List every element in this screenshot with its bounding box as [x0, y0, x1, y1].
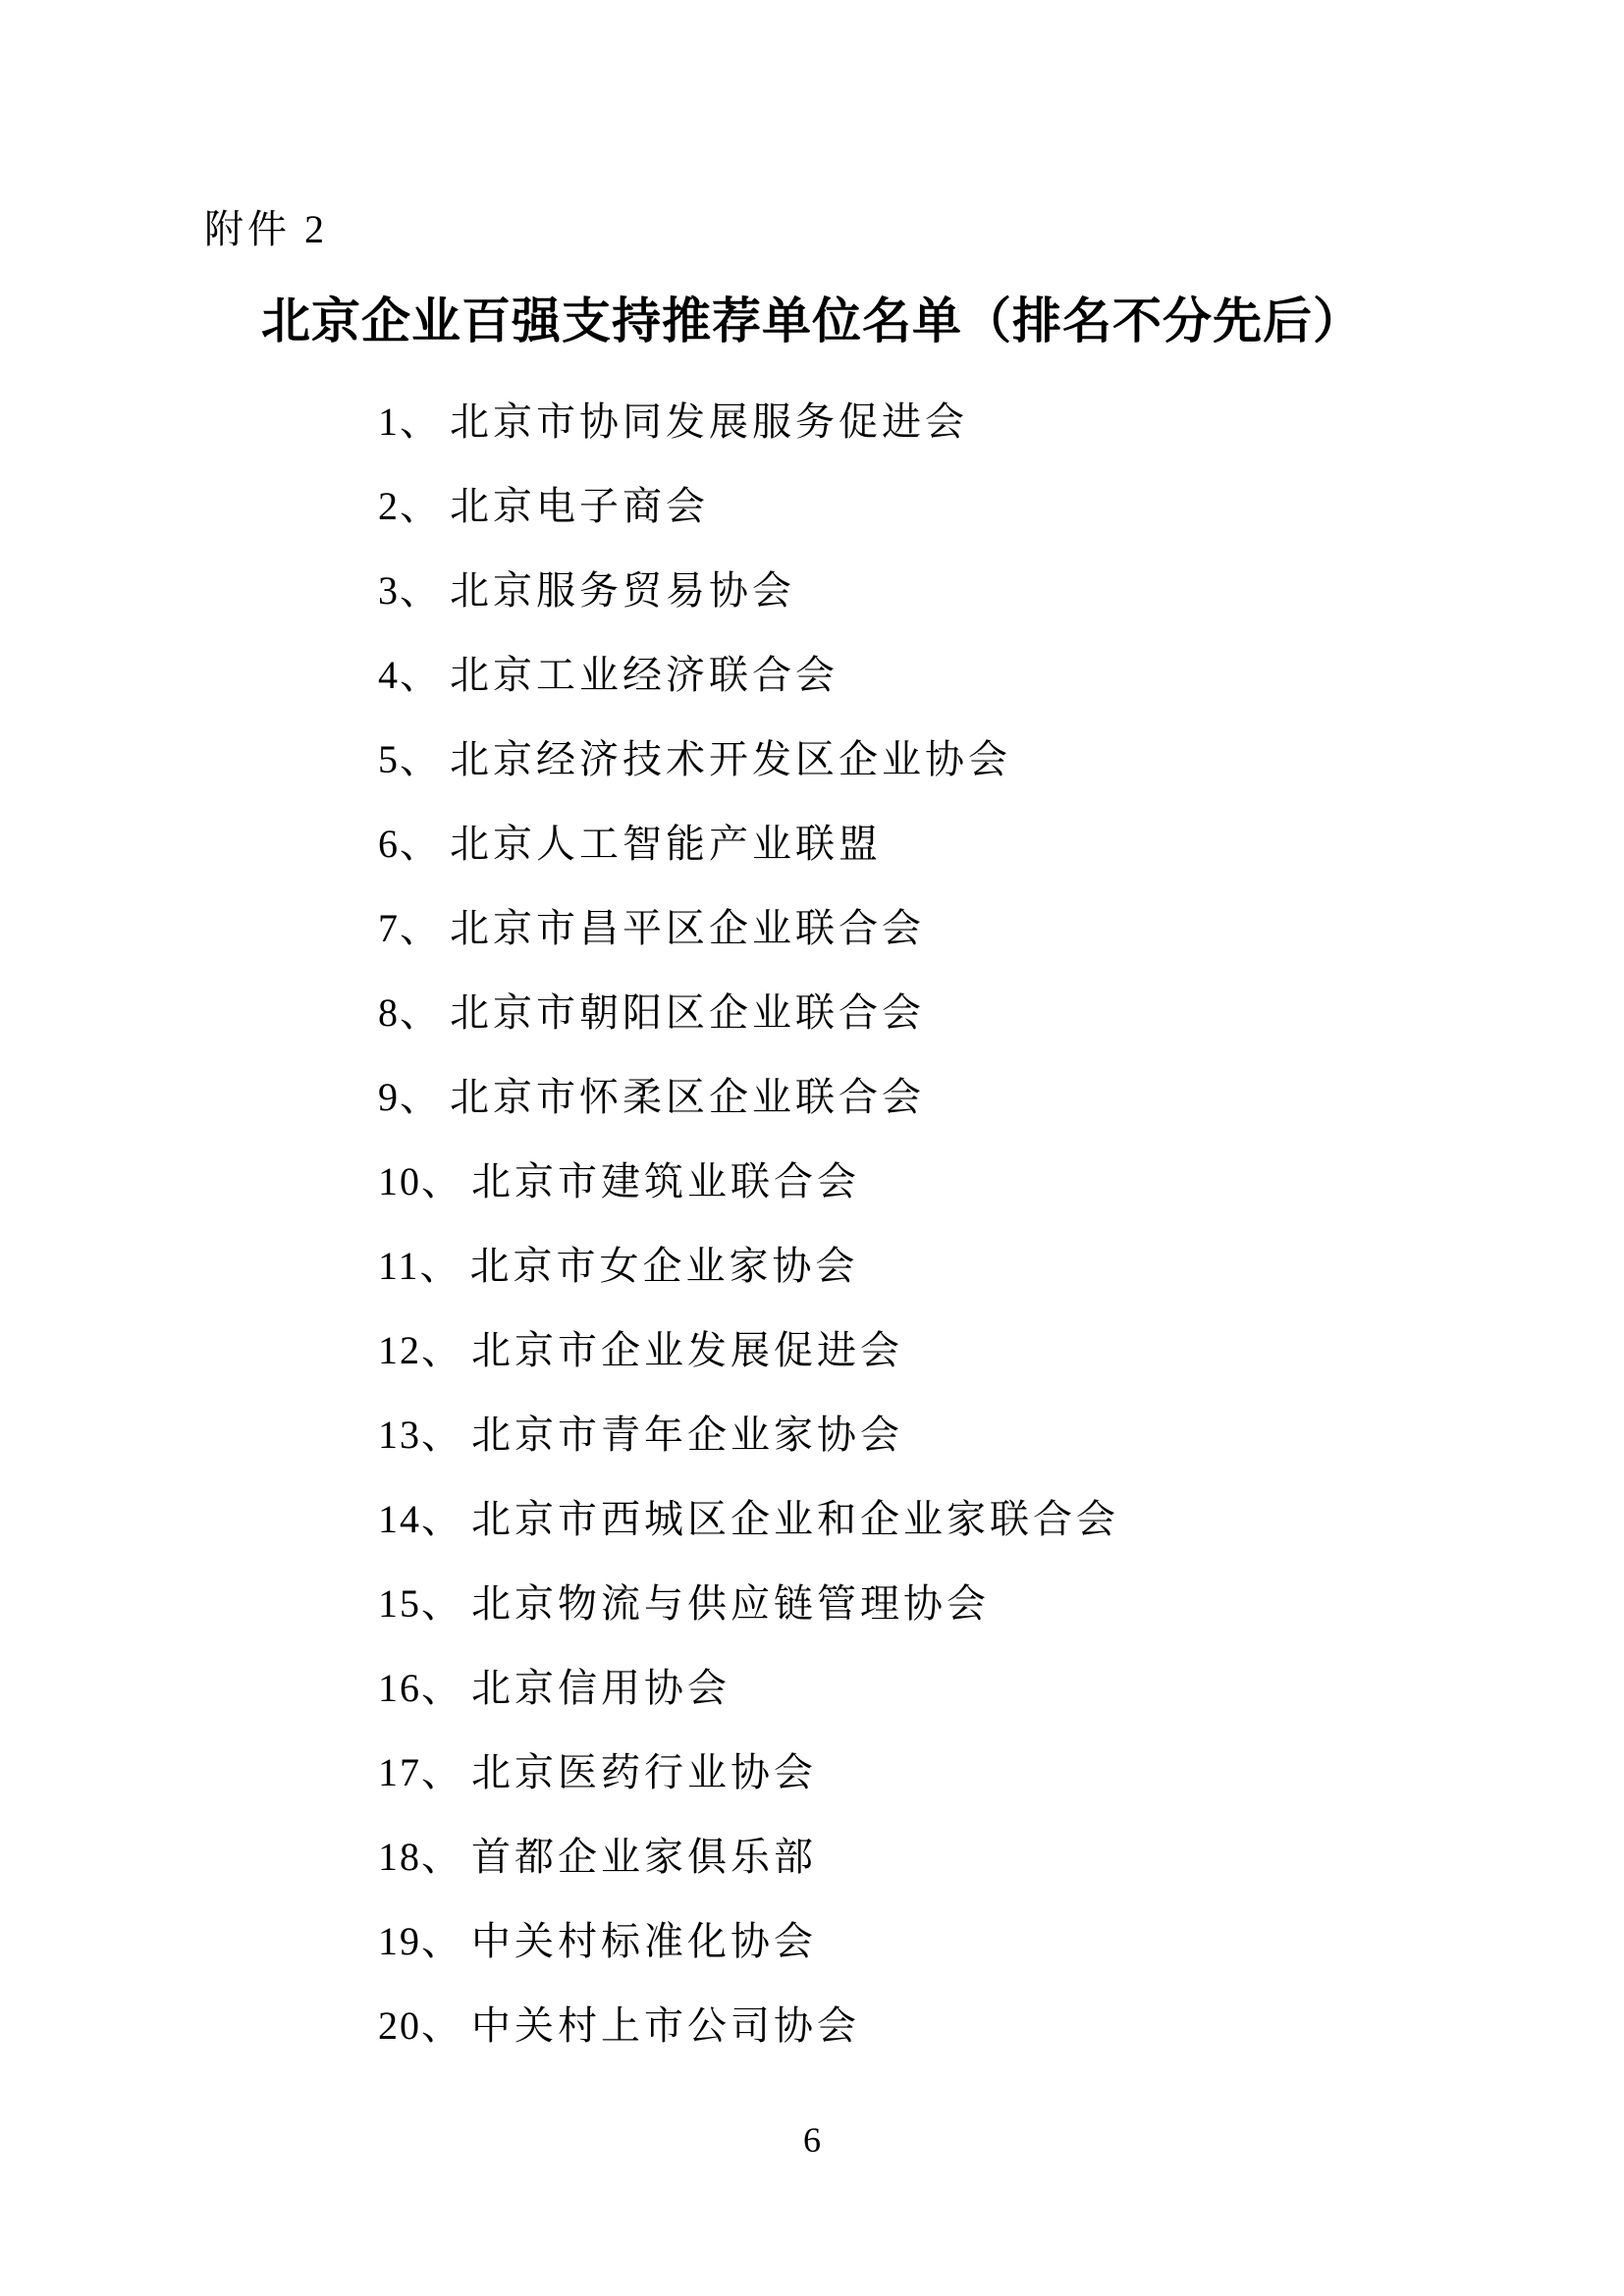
item-number: 16、 — [378, 1666, 462, 1710]
item-name: 北京市建筑业联合会 — [471, 1159, 860, 1203]
item-number: 18、 — [378, 1835, 462, 1879]
list-item — [378, 1919, 1119, 1963]
item-number: 11、 — [378, 1244, 461, 1288]
item-number: 9、 — [378, 1075, 441, 1119]
list-item — [378, 737, 1119, 781]
item-name: 北京市青年企业家协会 — [471, 1413, 903, 1457]
item-number: 3、 — [378, 568, 441, 613]
list-item — [378, 1075, 1119, 1119]
item-name: 北京物流与供应链管理协会 — [471, 1581, 990, 1626]
item-name: 北京电子商会 — [450, 484, 709, 528]
item-name: 北京市怀柔区企业联合会 — [450, 1075, 925, 1119]
item-name: 首都企业家俱乐部 — [471, 1835, 817, 1879]
list-item — [378, 1750, 1119, 1794]
item-name: 北京市西城区企业和企业家联合会 — [471, 1497, 1119, 1541]
list-item — [378, 990, 1119, 1035]
list-item — [378, 1666, 1119, 1710]
item-name: 北京人工智能产业联盟 — [450, 822, 882, 866]
item-number: 15、 — [378, 1581, 462, 1626]
item-number: 12、 — [378, 1328, 462, 1372]
document-title: 北京企业百强支持推荐单位名单（排名不分先后） — [261, 294, 1363, 348]
item-name: 北京工业经济联合会 — [450, 653, 839, 697]
item-name: 北京服务贸易协会 — [450, 568, 795, 613]
list-item — [378, 568, 1119, 613]
list-item — [378, 402, 1119, 442]
item-number: 19、 — [378, 1919, 462, 1963]
list-item — [378, 1159, 1119, 1203]
list-item — [378, 653, 1119, 697]
org-list — [378, 402, 1119, 2091]
item-number: 14、 — [378, 1497, 462, 1541]
item-name: 北京医药行业协会 — [471, 1750, 817, 1794]
item-number: 17、 — [378, 1750, 462, 1794]
item-number: 4、 — [378, 653, 441, 697]
item-name: 北京经济技术开发区企业协会 — [450, 737, 1011, 781]
list-item — [378, 906, 1119, 950]
list-item — [378, 1581, 1119, 1626]
item-number: 2、 — [378, 484, 441, 528]
attachment-label: 附件 2 — [204, 207, 328, 251]
item-name: 北京市女企业家协会 — [469, 1244, 859, 1288]
item-name: 北京市昌平区企业联合会 — [450, 906, 925, 950]
item-number: 6、 — [378, 822, 441, 866]
item-name: 北京市协同发展服务促进会 — [450, 400, 968, 444]
item-number: 5、 — [378, 737, 441, 781]
item-name: 北京市企业发展促进会 — [471, 1328, 903, 1372]
list-item — [378, 1497, 1119, 1541]
list-item — [378, 2003, 1119, 2048]
list-item — [378, 822, 1119, 866]
page-number: 6 — [803, 2120, 821, 2160]
list-item — [378, 1835, 1119, 1879]
item-name: 北京信用协会 — [471, 1666, 731, 1710]
item-name: 中关村标准化协会 — [471, 1919, 817, 1963]
item-number: 10、 — [378, 1159, 462, 1203]
list-item — [378, 484, 1119, 528]
item-number: 13、 — [378, 1413, 462, 1457]
item-number: 20、 — [378, 2003, 462, 2048]
item-number: 1、 — [378, 400, 441, 444]
item-number: 8、 — [378, 990, 441, 1035]
item-name: 中关村上市公司协会 — [471, 2003, 860, 2048]
item-name: 北京市朝阳区企业联合会 — [450, 990, 925, 1035]
list-item — [378, 1415, 1119, 1455]
item-number: 7、 — [378, 906, 441, 950]
list-item — [378, 1244, 1119, 1288]
list-item — [378, 1328, 1119, 1372]
